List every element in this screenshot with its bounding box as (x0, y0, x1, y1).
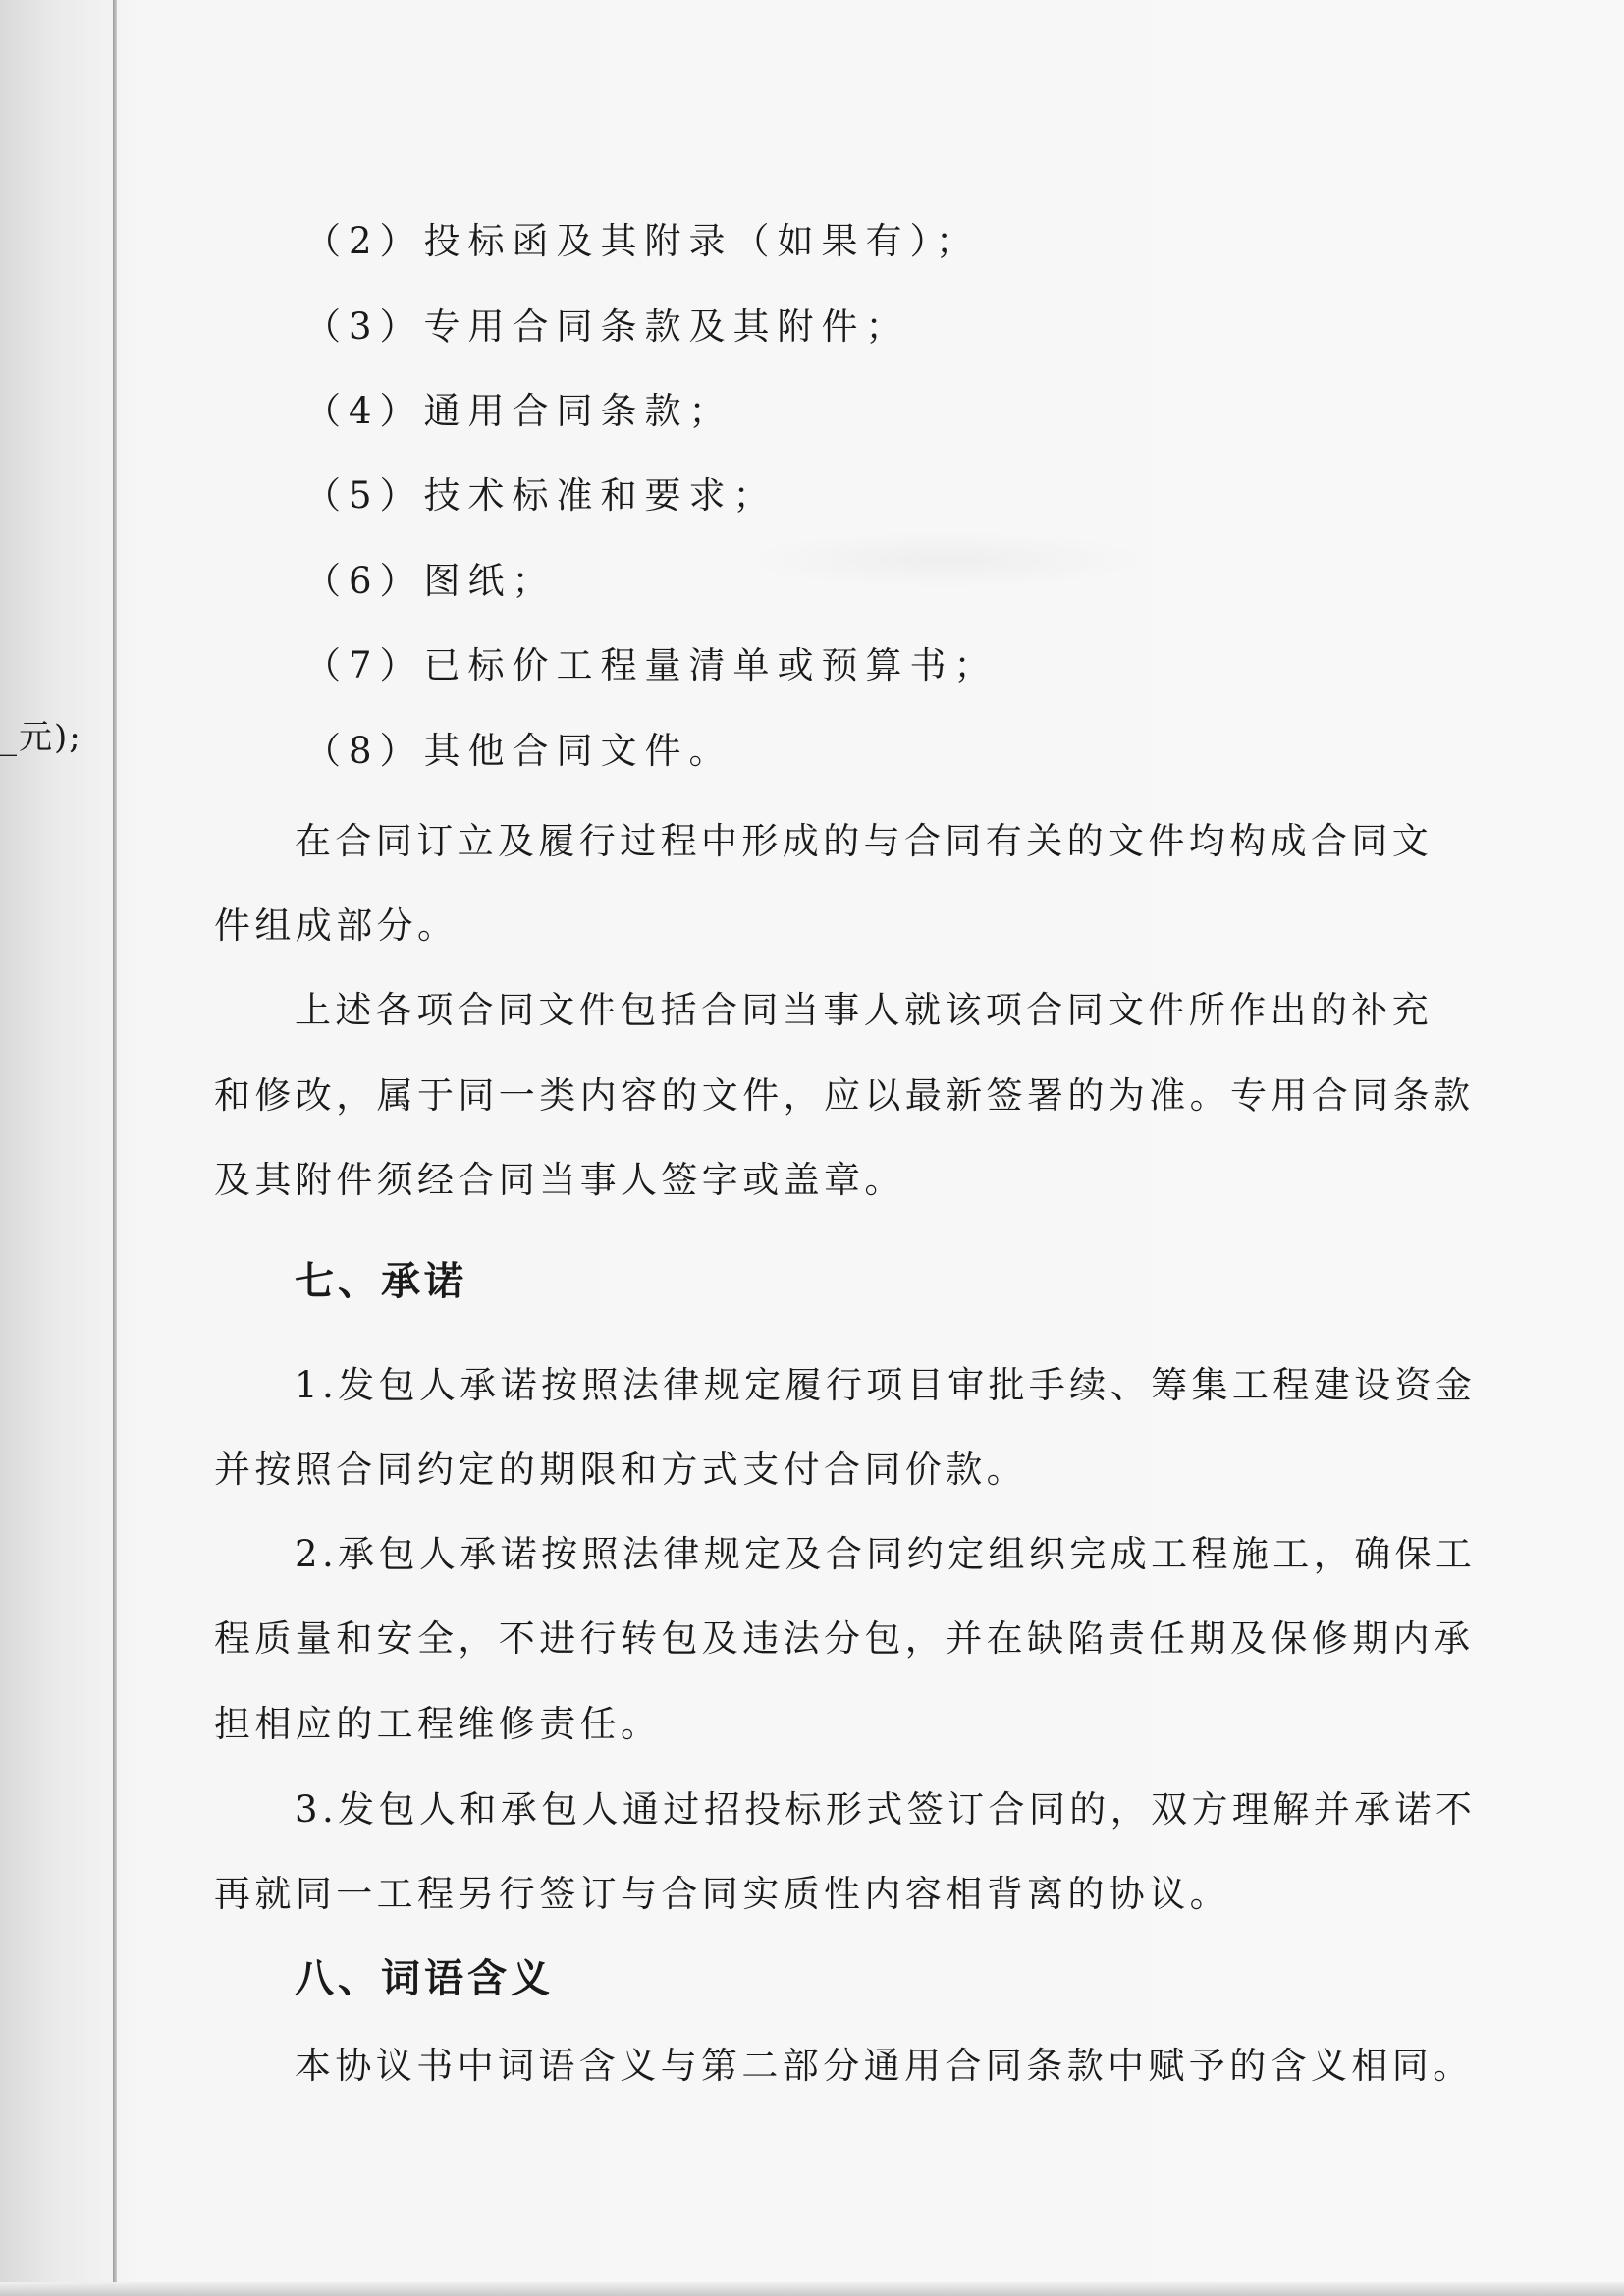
paragraph-line: 2.承包人承诺按照法律规定及合同约定组织完成工程施工，确保工 (295, 1533, 1477, 1575)
paragraph-line: 3.发包人和承包人通过招投标形式签订合同的，双方理解并承诺不 (295, 1788, 1477, 1831)
binding-gutter-line (113, 0, 117, 2296)
document-list-item: （2）投标函及其附录（如果有）； (304, 220, 981, 262)
paragraph-line: 件组成部分。 (214, 904, 459, 947)
paragraph-line: 再就同一工程另行签订与合同实质性内容相背离的协议。 (214, 1873, 1230, 1915)
section-heading: 八、词语含义 (295, 1956, 554, 2001)
document-list-item: （5）技术标准和要求； (304, 474, 778, 517)
paragraph-line: 担相应的工程维修责任。 (214, 1703, 662, 1745)
document-list-item: （4）通用合同条款； (304, 390, 733, 432)
paragraph-line: 和修改，属于同一类内容的文件，应以最新签署的为准。专用合同条款 (214, 1074, 1475, 1117)
document-list-item: （3）专用合同条款及其附件； (304, 305, 910, 348)
document-list-item: （7）已标价工程量清单或预算书； (304, 644, 999, 686)
paragraph-line: 上述各项合同文件包括合同当事人就该项合同文件所作出的补充 (295, 989, 1434, 1031)
bleed-through-shadow (741, 530, 1154, 589)
document-list-item: （6）图纸； (304, 560, 557, 602)
section-heading: 七、承诺 (295, 1259, 467, 1304)
page-bottom-edge (0, 2282, 1624, 2296)
paragraph-line: 1.发包人承诺按照法律规定履行项目审批手续、筹集工程建设资金 (295, 1364, 1477, 1406)
previous-page-fragment: _元); (0, 718, 82, 757)
paragraph-line: 本协议书中词语含义与第二部分通用合同条款中赋予的含义相同。 (295, 2045, 1474, 2087)
paragraph-line: 及其附件须经合同当事人签字或盖章。 (214, 1159, 905, 1201)
paragraph-line: 并按照合同约定的期限和方式支付合同价款。 (214, 1449, 1027, 1491)
paragraph-line: 程质量和安全，不进行转包及违法分包，并在缺陷责任期及保修期内承 (214, 1617, 1475, 1660)
document-list-item: （8）其他合同文件。 (304, 730, 733, 772)
paragraph-line: 在合同订立及履行过程中形成的与合同有关的文件均构成合同文 (295, 820, 1434, 862)
